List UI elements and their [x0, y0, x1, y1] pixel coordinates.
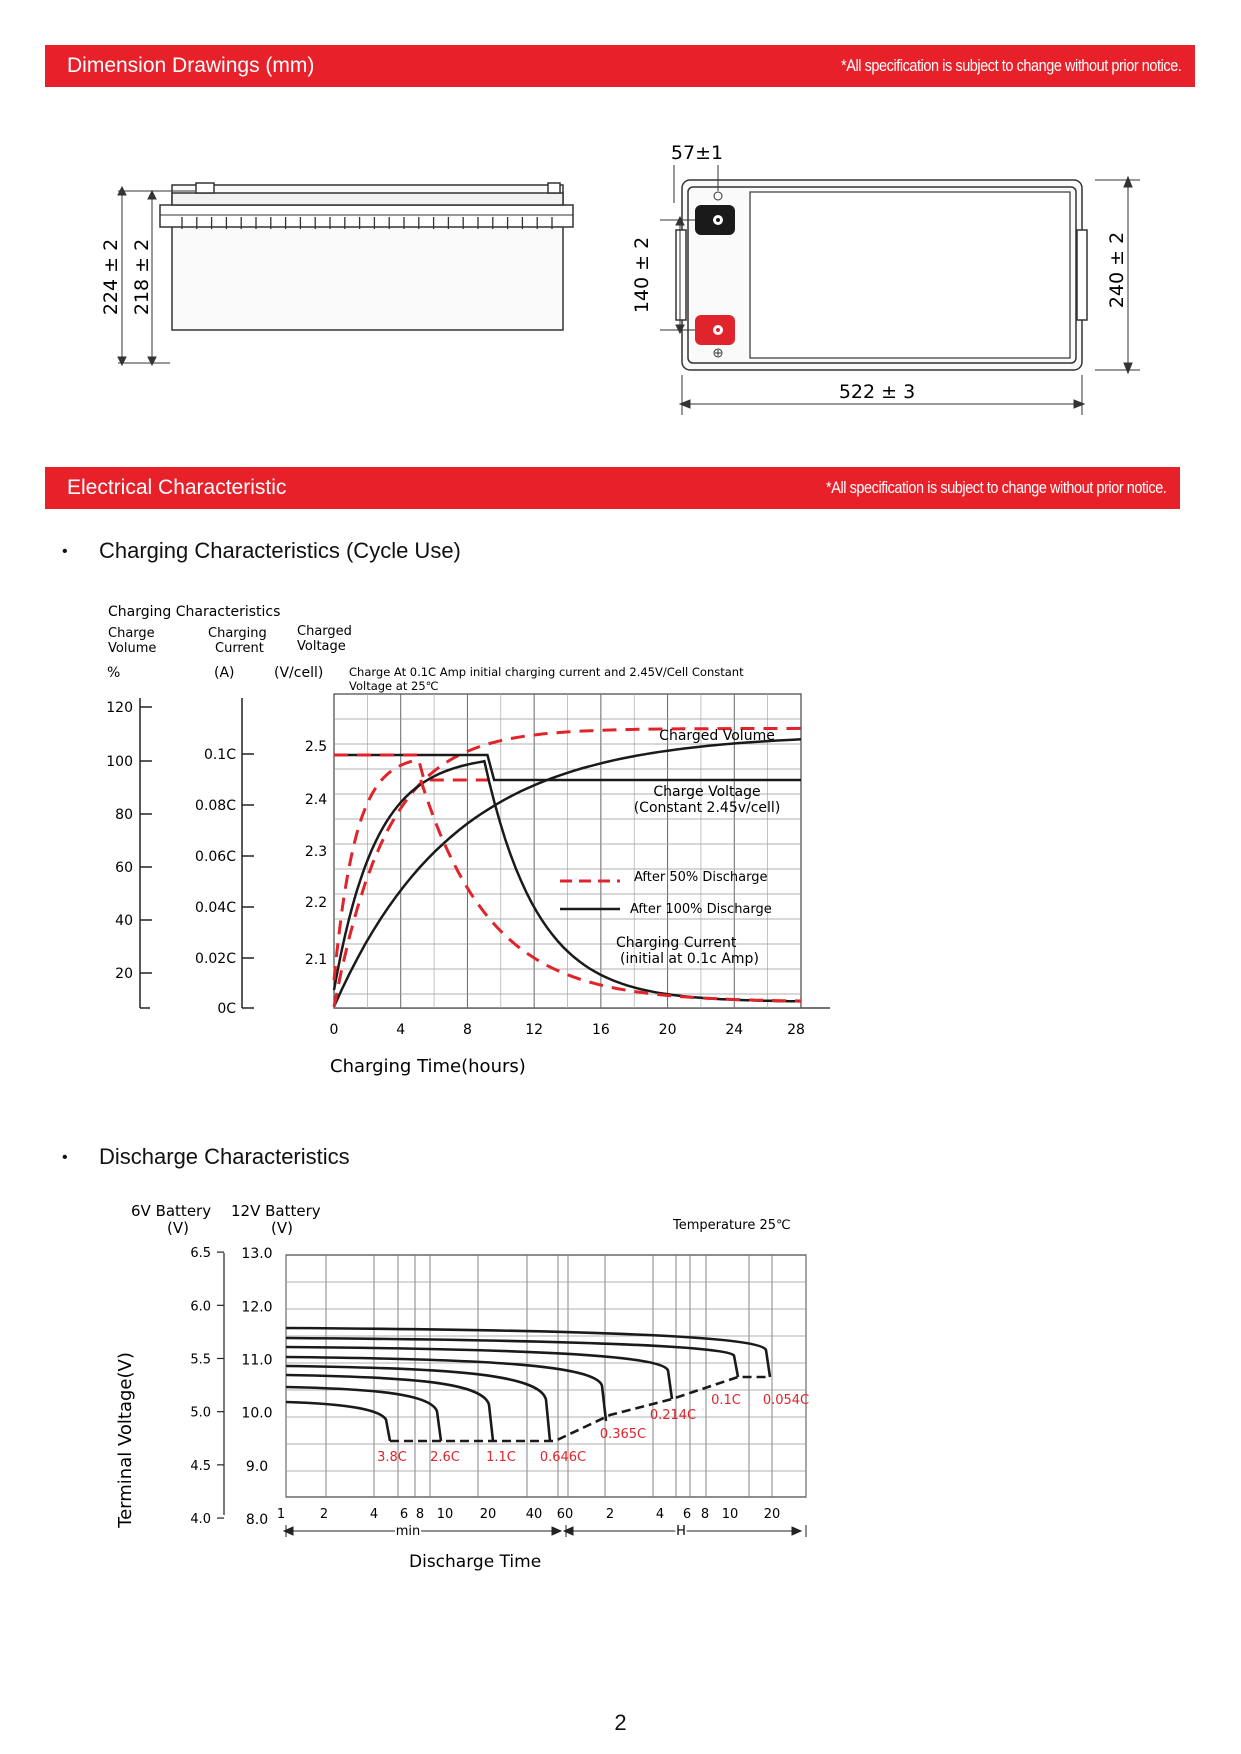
discharge-rate-label: 2.6C: [430, 1450, 460, 1465]
charging-x-tick-label: 24: [725, 1022, 744, 1038]
label-charge-voltage-2: (Constant 2.45v/cell): [633, 800, 781, 816]
x-tick-min: 20: [479, 1507, 497, 1522]
x-tick-min: 1: [276, 1507, 286, 1522]
label-charged-volume: Charged Volume: [659, 728, 775, 744]
voltage-tick-label: 2.5: [304, 739, 328, 755]
discharge-rate-label: 1.1C: [486, 1450, 516, 1465]
charging-x-tick-label: 16: [591, 1022, 610, 1038]
discharge-chart: [0, 1195, 1241, 1655]
x-tick-min: 8: [415, 1507, 425, 1522]
unit-volume: %: [107, 665, 121, 681]
y-tick-6v: 4.5: [190, 1458, 211, 1474]
terminal-offset-label: 57±1: [670, 142, 724, 164]
unit-voltage: (V/cell): [274, 665, 324, 681]
volume-tick-label: 20: [115, 966, 133, 982]
x-tick-h: 20: [763, 1507, 781, 1522]
current-tick-label: 0.04C: [195, 900, 236, 916]
electrical-notice: *All specification is subject to change without prior notice.: [825, 478, 1166, 497]
x-tick-min: 40: [525, 1507, 543, 1522]
x-tick-min: 10: [436, 1507, 454, 1522]
current-tick-label: 0.1C: [203, 747, 236, 763]
y-tick-6v: 4.0: [190, 1512, 211, 1528]
terminal-spacing-label: 140 ± 2: [631, 236, 653, 314]
voltage-tick-label: 2.2: [304, 895, 328, 911]
charging-heading: Charging Characteristics (Cycle Use): [99, 538, 461, 563]
discharge-rate-label: 0.365C: [599, 1427, 647, 1442]
volume-tick-label: 60: [115, 860, 133, 876]
x-tick-h: 8: [700, 1507, 710, 1522]
x-tick-min: 60: [556, 1507, 574, 1522]
charging-x-tick-label: 20: [658, 1022, 677, 1038]
unit-h: H: [676, 1524, 686, 1539]
charging-chart-title: Charging Characteristics: [108, 604, 281, 620]
unit-min: min: [395, 1524, 421, 1539]
side-view-drawing: [160, 183, 573, 330]
x-tick-min: 6: [399, 1507, 409, 1522]
x-tick-h: 6: [682, 1507, 692, 1522]
voltage-tick-label: 2.1: [304, 952, 328, 968]
x-tick-h: 4: [655, 1507, 665, 1522]
y-tick-12v: 9.0: [245, 1458, 269, 1475]
discharge-ylabel: Terminal Voltage(V): [115, 1352, 136, 1528]
x-tick-min: 4: [369, 1507, 379, 1522]
charging-x-tick-label: 0: [329, 1022, 339, 1038]
current-tick-label: 0.02C: [195, 951, 236, 967]
col3-label-1: Charged: [297, 624, 352, 639]
charging-xlabel: Charging Time(hours): [330, 1056, 526, 1077]
volume-tick-label: 100: [106, 754, 133, 770]
label-charge-voltage-1: Charge Voltage: [653, 784, 761, 800]
page-number: 2: [614, 1710, 627, 1735]
discharge-rate-label: 0.1C: [711, 1393, 741, 1408]
col1-label-2: Volume: [108, 641, 157, 656]
x-tick-h: 2: [605, 1507, 615, 1522]
electrical-section-title: Electrical Characteristic: [67, 476, 287, 499]
legend-50: After 50% Discharge: [634, 870, 768, 885]
dimension-notice: *All specification is subject to change without prior notice.: [840, 56, 1181, 75]
charge-note-2: Voltage at 25℃: [349, 679, 439, 693]
legend-100: After 100% Discharge: [630, 902, 772, 917]
height-total-label: 224 ± 2: [100, 238, 122, 316]
col2-label-2: Current: [215, 641, 264, 656]
dimension-section-title: Dimension Drawings (mm): [67, 54, 315, 77]
discharge-rate-label: 0.054C: [762, 1393, 810, 1408]
y-tick-12v: 12.0: [241, 1299, 273, 1316]
charging-x-tick-label: 4: [396, 1022, 406, 1038]
header-6v: 6V Battery: [131, 1202, 212, 1220]
y-tick-6v: 6.5: [190, 1246, 211, 1262]
bullet-discharge: •: [62, 1149, 68, 1166]
discharge-xlabel: Discharge Time: [409, 1552, 542, 1572]
unit-current: (A): [214, 665, 235, 681]
bullet-charging: •: [62, 543, 68, 560]
x-range-arrows: [284, 1525, 806, 1537]
voltage-tick-label: 2.3: [304, 844, 328, 860]
current-tick-label: 0.08C: [195, 798, 236, 814]
charging-x-tick-label: 28: [787, 1022, 805, 1038]
header-12v: 12V Battery: [231, 1202, 321, 1220]
width-label: 240 ± 2: [1106, 231, 1128, 309]
length-label: 522 ± 3: [838, 381, 916, 403]
charging-chart: [0, 590, 1241, 1090]
y-tick-12v: 8.0: [245, 1512, 269, 1529]
dimension-banner: [45, 45, 1195, 87]
current-tick-label: 0C: [217, 1001, 236, 1017]
volume-tick-label: 120: [106, 700, 133, 716]
charging-x-tick-label: 12: [525, 1022, 544, 1038]
x-tick-h: 10: [721, 1507, 739, 1522]
col3-label-2: Voltage: [297, 639, 346, 654]
charging-x-tick-label: 8: [462, 1022, 472, 1038]
unit-12v: (V): [271, 1219, 293, 1237]
voltage-tick-label: 2.4: [304, 792, 328, 808]
y-tick-12v: 13.0: [241, 1246, 273, 1263]
current-tick-label: 0.06C: [195, 849, 236, 865]
col1-label-1: Charge: [108, 626, 155, 641]
col2-label-1: Charging: [208, 626, 267, 641]
y-tick-6v: 5.5: [190, 1352, 211, 1368]
label-current-1: Charging Current: [616, 935, 737, 951]
discharge-rate-label: 0.646C: [539, 1450, 587, 1465]
y-tick-12v: 11.0: [241, 1352, 273, 1369]
volume-tick-label: 40: [115, 913, 133, 929]
dimension-drawings: [0, 95, 1241, 475]
y-tick-12v: 10.0: [241, 1405, 273, 1422]
discharge-heading: Discharge Characteristics: [99, 1144, 350, 1169]
discharge-rate-label: 0.214C: [649, 1408, 697, 1423]
unit-6v: (V): [167, 1219, 189, 1237]
volume-tick-label: 80: [115, 807, 133, 823]
charge-note-1: Charge At 0.1C Amp initial charging current and 2.45V/Cell Constant: [349, 665, 744, 679]
y-tick-6v: 5.0: [190, 1405, 211, 1421]
x-tick-min: 2: [319, 1507, 329, 1522]
label-current-2: (initial at 0.1c Amp): [620, 951, 759, 967]
height-body-label: 218 ± 2: [131, 238, 153, 316]
top-view-drawing: [676, 180, 1087, 370]
y-tick-6v: 6.0: [190, 1299, 211, 1315]
discharge-rate-label: 3.8C: [377, 1450, 407, 1465]
temperature-label: Temperature 25℃: [673, 1218, 791, 1233]
electrical-banner: [45, 467, 1180, 509]
